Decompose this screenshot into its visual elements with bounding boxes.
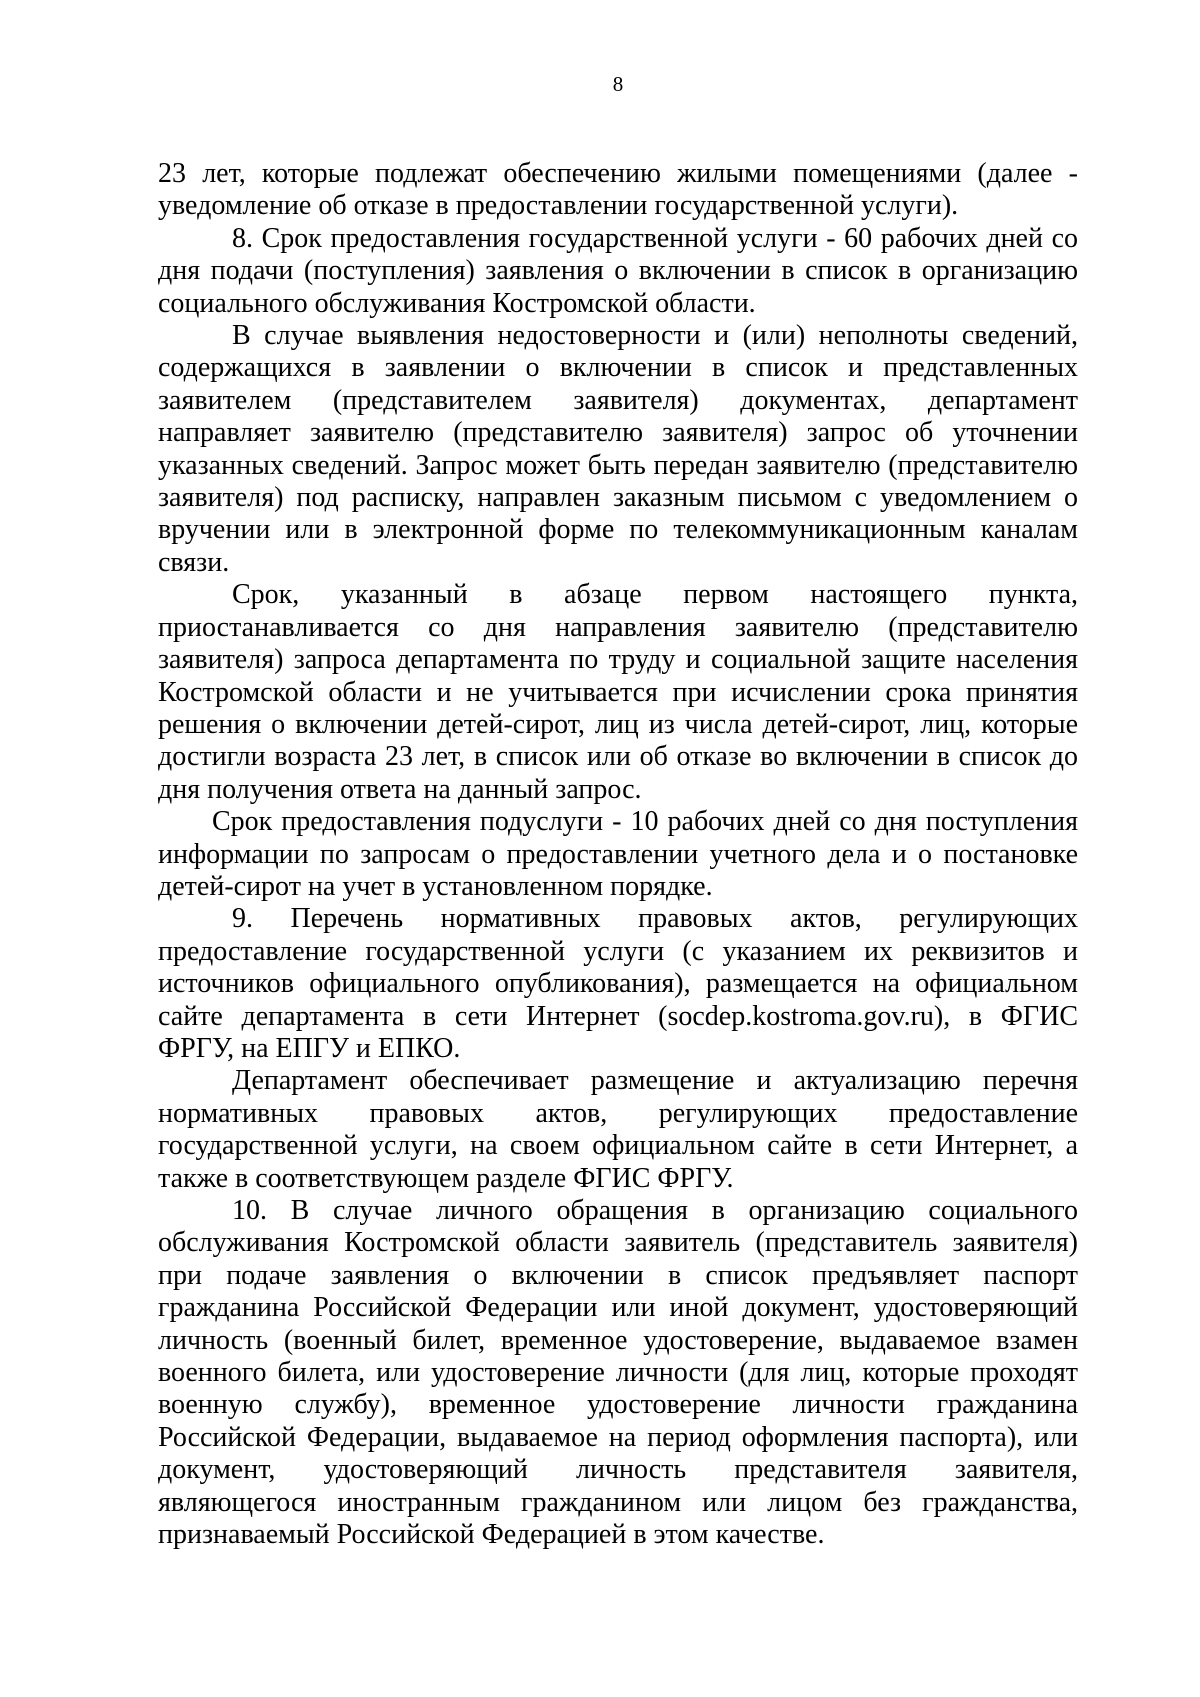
paragraph-term-suspension: Срок, указанный в абзаце первом настоящего пункта, приостанавливается со дня направления заявителю (представителю заявителя) запроса департамента по труду и социальной защите населения Костромской области и не учитывается при исчислении срока принятия решения о включении детей-сирот, лиц из числа детей-сирот, лиц, которые достигли возраста 23 лет, в список или об отказе во включении в список до дня получения ответа на данный запрос. bbox=[158, 579, 1078, 805]
paragraph-clarification-request: В случае выявления недостоверности и (или) неполноты сведений, содержащихся в заявлении о включении в список и представленных заявителем (представителем заявителя) документах, департамент направляет заявителю (представителю заявителя) запрос об уточнении указанных сведений. Запрос может быть передан заявителю (представителю заявителя) под расписку, направлен заказным письмом с уведомлением о вручении или в электронной форме по телекоммуникационным каналам связи. bbox=[158, 320, 1078, 578]
paragraph-item-10: 10. В случае личного обращения в организацию социального обслуживания Костромской области заявитель (представитель заявителя) при подаче заявления о включении в список предъявляет паспорт гражданина Российской Федерации или иной документ, удостоверяющий личность (военный билет, временное удостоверение, выдаваемое взамен военного билета, или удостоверение личности (для лиц, которые проходят военную службу), временное удостоверение личности гражданина Российской Федерации, выдаваемое на период оформления паспорта), или документ, удостоверяющий личность представителя заявителя, являющегося иностранным гражданином или лицом без гражданства, признаваемый Российской Федерацией в этом качестве. bbox=[158, 1195, 1078, 1551]
paragraph-item-8: 8. Срок предоставления государственной услуги - 60 рабочих дней со дня подачи (поступления) заявления о включении в список в организацию социального обслуживания Костромской области. bbox=[158, 222, 1078, 319]
document-body bbox=[158, 158, 1078, 1551]
paragraph-item-9: 9. Перечень нормативных правовых актов, регулирующих предоставление государственной услуги (с указанием их реквизитов и источников официального опубликования), размещается на официальном сайте департамента в сети Интернет (socdep.kostroma.gov.ru), в ФГИС ФРГУ, на ЕПГУ и ЕПКО. bbox=[158, 903, 1078, 1064]
paragraph-legal-acts-publication: Департамент обеспечивает размещение и актуализацию перечня нормативных правовых актов, регулирующих предоставление государственной услуги, на своем официальном сайте в сети Интернет, а также в соответствующем разделе ФГИС ФРГУ. bbox=[158, 1065, 1078, 1194]
paragraph-continuation: 23 лет, которые подлежат обеспечению жилыми помещениями (далее - уведомление об отказе в предоставлении государственной услуги). bbox=[158, 158, 1078, 222]
page-number: 8 bbox=[612, 72, 624, 96]
paragraph-subservice-term: Срок предоставления подуслуги - 10 рабочих дней со дня поступления информации по запросам о предоставлении учетного дела и о постановке детей-сирот на учет в установленном порядке. bbox=[158, 806, 1078, 902]
